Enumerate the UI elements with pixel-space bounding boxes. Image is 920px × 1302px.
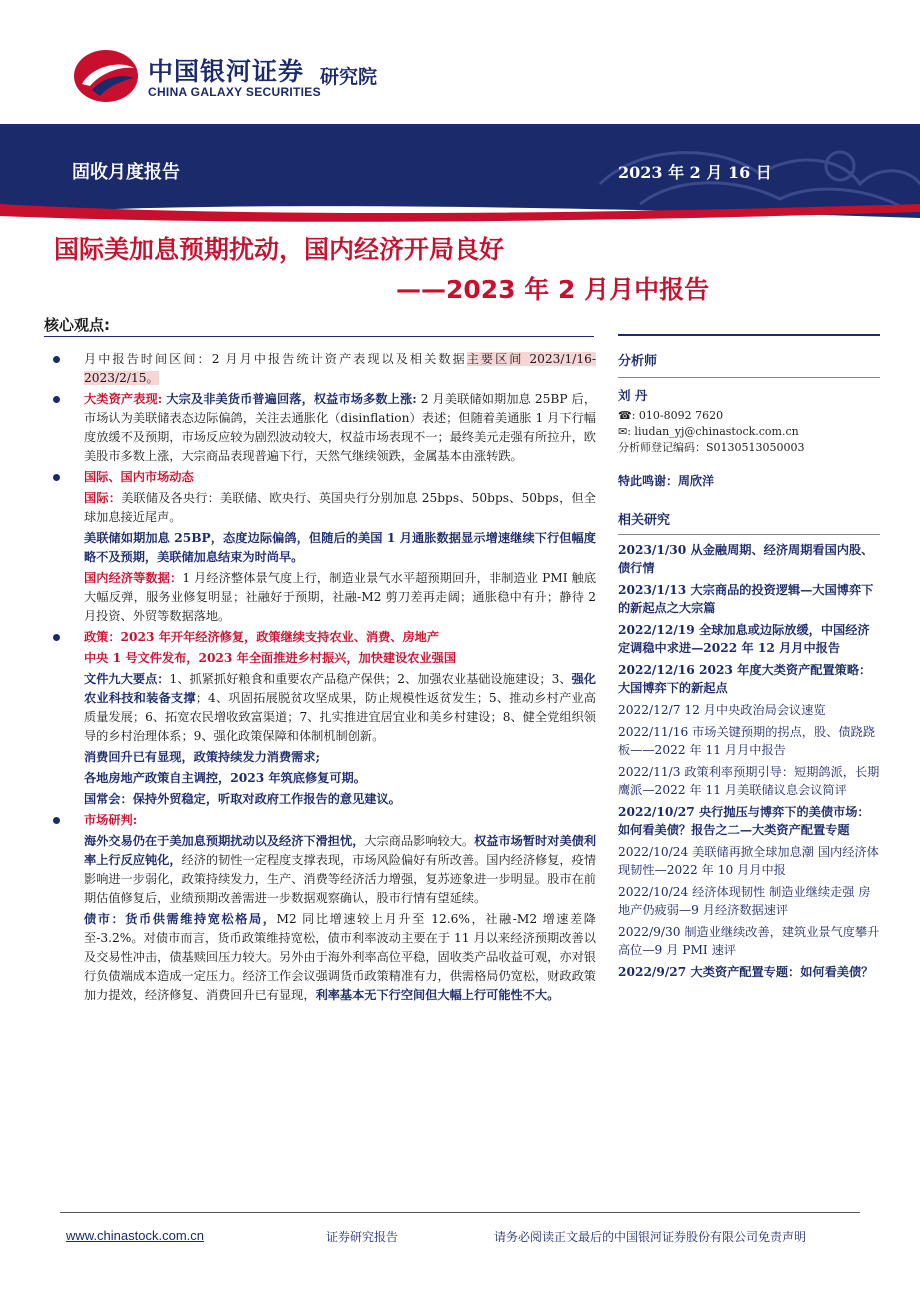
brand-name-cn: 中国银河证券 — [148, 57, 305, 86]
footer-disclaimer: 请务必阅读正文最后的中国银河证券股份有限公司免责声明 — [494, 1230, 807, 1244]
page-subtitle: ——2023 年 2 月月中报告 — [396, 275, 710, 304]
footer-label: 证券研究报告 — [326, 1230, 399, 1244]
list-item: 国际、国内市场动态 — [48, 468, 596, 487]
analyst-reg-code: 分析师登记编码：S0130513050003 — [618, 441, 805, 454]
list-item: 市场研判: — [48, 811, 596, 830]
related-link[interactable]: 2022/12/19 全球加息或边际放缓，中国经济定调稳中求进—2022 年 12 月月中报告 — [618, 623, 870, 655]
header-swoosh — [0, 204, 920, 228]
paragraph: 国际：美联储及各央行：美联储、欧央行、英国央行分别加息 25bps、50bps、50bps，但全球加息接近尾声。 — [84, 491, 596, 524]
page-title: 国际美加息预期扰动，国内经济开局良好 — [54, 235, 505, 264]
list-item: 政策：2023 年开年经济修复，政策继续支持农业、消费、房地产 — [48, 628, 596, 647]
acknowledgement: 特此鸣谢：周欣洋 — [618, 474, 715, 488]
paragraph: 海外交易仍在于美加息预期扰动以及经济下滑担忧，大宗商品影响较大。权益市场暂时对美债利率上行反应钝化，经济的韧性一定程度支撑表现，市场风险偏好有所改善。国内经济修复，疫情影响进一步弱化，政策持续发力，生产、消费等经济活力增强，复苏迹象进一步明显。股市在前期估值修复后，业绩预期改善需进一步数据观察确认，股市行情有望延续。 — [84, 834, 597, 905]
related-link[interactable]: 2022/10/24 美联储再掀全球加息潮 国内经济体现韧性—2022 年 10 月月中报 — [618, 845, 879, 877]
paragraph: 国内经济等数据：1 月经济整体景气度上行，制造业景气水平超预期回升，非制造业 PMI 触底大幅反弹，服务业修复明显；社融好于预期，社融-M2 剪刀差再走阔；通胀稳中有升；静待 2 月投资、外贸等数据落地。 — [84, 571, 597, 623]
list-item: 月中报告时间区间：2 月月中报告统计资产表现以及相关数据主要区间 2023/1/16-2023/2/15。 — [48, 350, 596, 388]
sidebar — [618, 334, 880, 985]
paragraph: 各地房地产政策自主调控，2023 年筑底修复可期。 — [84, 771, 366, 785]
institute-label: 研究院 — [320, 66, 378, 88]
paragraph: 债市：货币供需维持宽松格局，M2 同比增速较上月升至 12.6%，社融-M2 增速差降至-3.2%。对债市而言，货币政策维持宽松，债市利率波动主要在于 11 月以来经济预期改善以及交易性冲击，债基赎回压力较大。另外由于海外利率高位平稳，固收类产品收益可观，亦对银行负债端成本造成一定压力。经济工作会议强调货币政策精准有力，供需格局仍宽松，财政政策加力提效，经济修复、消费回升已有显现，利率基本无下行空间但大幅上行可能性不大。 — [84, 912, 596, 1002]
paragraph: 文件九大要点：1、抓紧抓好粮食和重要农产品稳产保供；2、加强农业基础设施建设；3、强化农业科技和装备支撑；4、巩固拓展脱贫攻坚成果，防止规模性返贫发生；5、推动乡村产业高质量发展；6、拓宽农民增收致富渠道；7、扎实推进宜居宜业和美乡村建设；8、健全党组织领导的乡村治理体系；9、强化政策保障和体制机制创新。 — [84, 672, 596, 743]
analyst-phone: ☎: 010-8092 7620 — [618, 409, 724, 422]
core-views-body — [48, 350, 596, 1007]
analyst-name: 刘 丹 — [618, 388, 648, 403]
footer-divider — [60, 1212, 860, 1213]
related-link[interactable]: 2023/1/13 大宗商品的投资逻辑—大国博弈下的新起点之大宗篇 — [618, 583, 874, 615]
related-link[interactable]: 2022/11/16 市场关键预期的拐点，股、债跷跷板——2022 年 11 月月中报告 — [618, 725, 875, 757]
report-type: 固收月度报告 — [72, 162, 180, 183]
related-link[interactable]: 2022/9/27 大类资产配置专题：如何看美债？ — [618, 965, 874, 979]
analyst-heading: 分析师 — [618, 336, 880, 378]
paragraph: 美联储如期加息 25BP，态度边际偏鸽，但随后的美国 1 月通胀数据显示增速继续下行但幅度略不及预期，美联储加息结束为时尚早。 — [84, 531, 596, 564]
related-link[interactable]: 2023/1/30 从金融周期、经济周期看国内股、债行情 — [618, 543, 874, 575]
related-link[interactable]: 2022/12/16 2023 年度大类资产配置策略：大国博弈下的新起点 — [618, 663, 872, 695]
footer-url-link[interactable]: www.chinastock.com.cn — [66, 1228, 204, 1243]
brand-name-en: CHINA GALAXY SECURITIES — [148, 85, 321, 99]
related-link[interactable]: 2022/10/24 经济体现韧性 制造业继续走强 房地产仍疲弱—9 月经济数据速评 — [618, 885, 871, 917]
related-link[interactable]: 2022/10/27 央行抛压与博弈下的美债市场：如何看美债？报告之二—大类资产配置专题 — [618, 805, 870, 837]
related-link[interactable]: 2022/9/30 制造业继续改善，建筑业景气度攀升高位—9 月 PMI 速评 — [618, 925, 880, 957]
related-link[interactable]: 2022/11/3 政策利率预期引导：短期鸽派，长期鹰派—2022 年 11 月美联储议息会议简评 — [618, 765, 880, 797]
galaxy-logo-icon — [72, 46, 140, 106]
related-link[interactable]: 2022/12/7 12 月中央政治局会议速览 — [618, 703, 826, 717]
divider — [44, 336, 594, 337]
related-research-heading: 相关研究 — [618, 509, 880, 535]
core-views-heading: 核心观点: — [44, 316, 110, 334]
list-item: 大类资产表现: 大宗及非美货币普遍回落，权益市场多数上涨: 2 月美联储如期加息 25BP 后，市场认为美联储表态边际偏鸽，关注去通胀化（disinflation）表述；但随着美通胀 1 月下行幅度放缓不及预期，市场反应较为剧烈波动较大，权益市场表现不一；最终美元走强有所拉升，欧美股市多数上涨，大宗商品表现普遍下行，天然气继续领跌，金属基本由涨转跌。 — [48, 390, 596, 466]
paragraph: 中央 1 号文件发布，2023 年全面推进乡村振兴，加快建设农业强国 — [84, 651, 457, 665]
paragraph: 国常会：保持外贸稳定，听取对政府工作报告的意见建议。 — [84, 792, 401, 806]
report-date: 2023 年 2 月 16 日 — [618, 163, 772, 182]
paragraph: 消费回升已有显现，政策持续发力消费需求; — [84, 750, 321, 764]
analyst-email[interactable]: ✉: liudan_yj@chinastock.com.cn — [618, 425, 799, 438]
